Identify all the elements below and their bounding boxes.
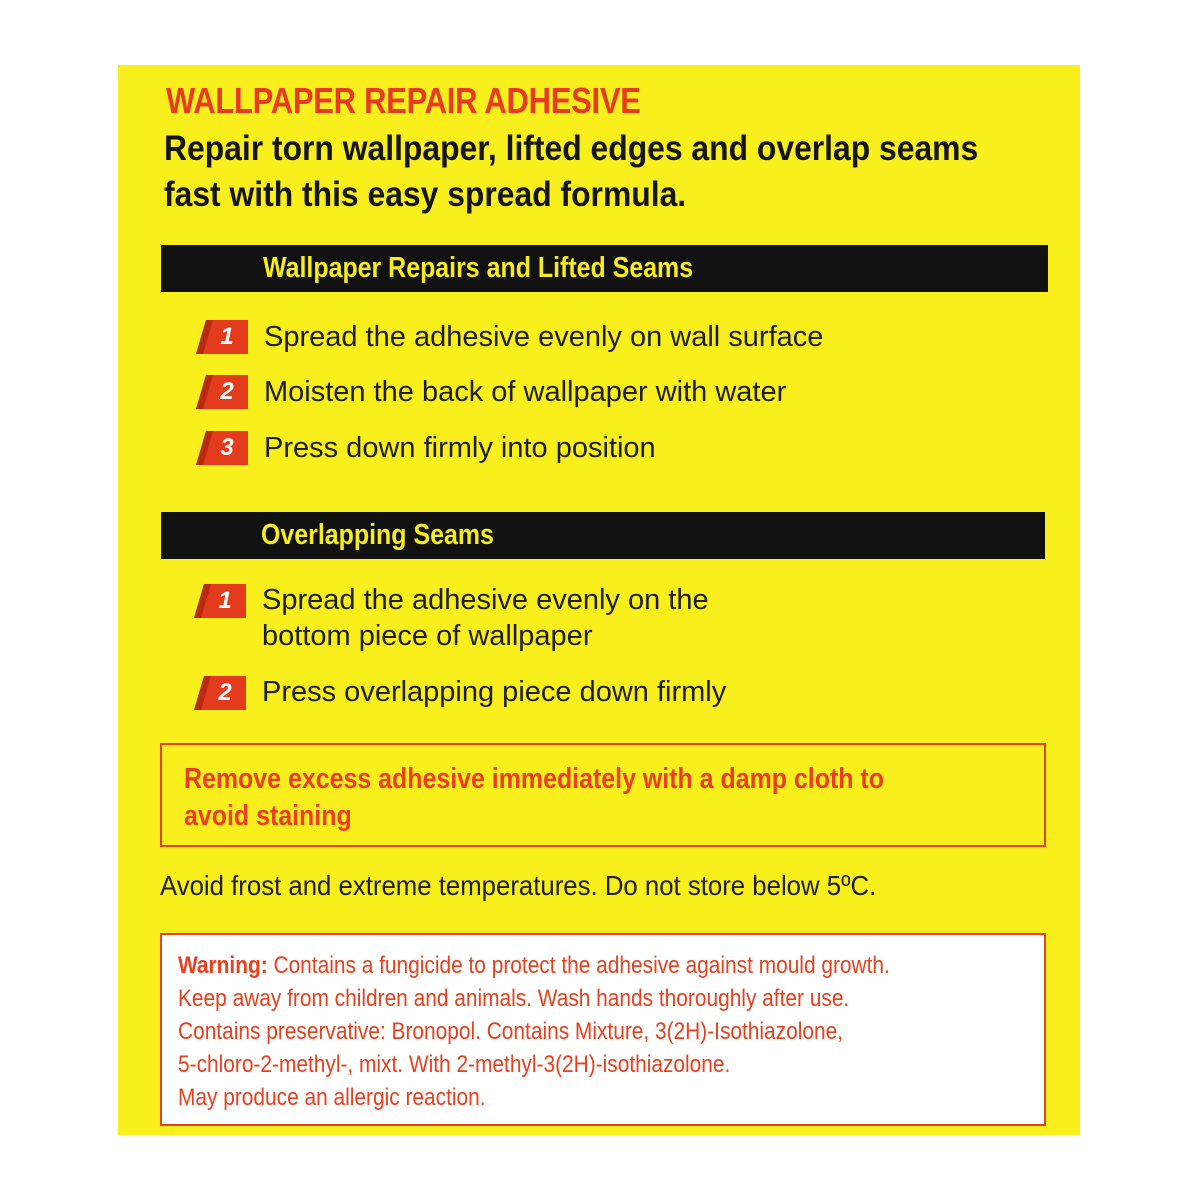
section-heading-label: Overlapping Seams — [261, 519, 494, 551]
warning-line-3: Contains preservative: Bronopol. Contains Mixture, 3(2H)-Isothiazolone, — [178, 1018, 844, 1045]
step-number: 1 — [218, 587, 232, 614]
notice-line-1: Remove excess adhesive immediately with a damp cloth to — [184, 763, 884, 795]
warning-text — [178, 949, 1013, 1114]
warning-box — [160, 933, 1046, 1126]
staining-notice-text — [184, 761, 958, 835]
warning-line-4: 5-chloro-2-methyl-, mixt. With 2-methyl-3(2H)-isothiazolone. — [178, 1051, 731, 1078]
warning-label: Warning: — [178, 952, 268, 979]
step-number: 3 — [220, 434, 234, 461]
subtitle-line-1: Repair torn wallpaper, lifted edges and overlap seams — [164, 129, 979, 168]
warning-line-2: Keep away from children and animals. Wash hands thoroughly after use. — [178, 985, 850, 1012]
repair-step-1-text: Spread the adhesive evenly on wall surface — [264, 321, 824, 353]
repair-step-2-text: Moisten the back of wallpaper with water — [264, 376, 787, 408]
overlap-step-2-text: Press overlapping piece down firmly — [262, 676, 727, 708]
staining-notice-box — [160, 743, 1046, 847]
product-title: WALLPAPER REPAIR ADHESIVE — [166, 80, 641, 121]
step-number-2-icon — [196, 375, 248, 409]
notice-line-2: avoid staining — [184, 800, 352, 832]
step-number: 2 — [220, 378, 234, 405]
step-number: 2 — [218, 679, 232, 706]
step-number-2-icon — [194, 676, 246, 710]
overlap-step-1-text — [262, 582, 709, 654]
step-number-3-icon — [196, 431, 248, 465]
step-number-1-icon — [196, 320, 248, 354]
product-subtitle — [164, 126, 978, 218]
section-heading-label: Wallpaper Repairs and Lifted Seams — [263, 252, 694, 284]
storage-instructions: Avoid frost and extreme temperatures. Do not store below 5ºC. — [160, 870, 877, 901]
repair-step-3-text: Press down firmly into position — [264, 432, 656, 464]
overlap-step-1-line-1: Spread the adhesive evenly on the — [262, 584, 709, 616]
warning-line-1 — [178, 949, 1013, 982]
subtitle-line-2: fast with this easy spread formula. — [164, 175, 687, 214]
warning-line-1-text: Contains a fungicide to protect the adhesive against mould growth. — [267, 952, 890, 979]
section-heading-overlapping — [161, 512, 1045, 559]
warning-line-5: May produce an allergic reaction. — [178, 1084, 486, 1111]
step-number-1-icon — [194, 584, 246, 618]
step-number: 1 — [220, 323, 234, 350]
overlap-step-1-line-2: bottom piece of wallpaper — [262, 620, 593, 652]
section-heading-repairs — [161, 245, 1048, 292]
